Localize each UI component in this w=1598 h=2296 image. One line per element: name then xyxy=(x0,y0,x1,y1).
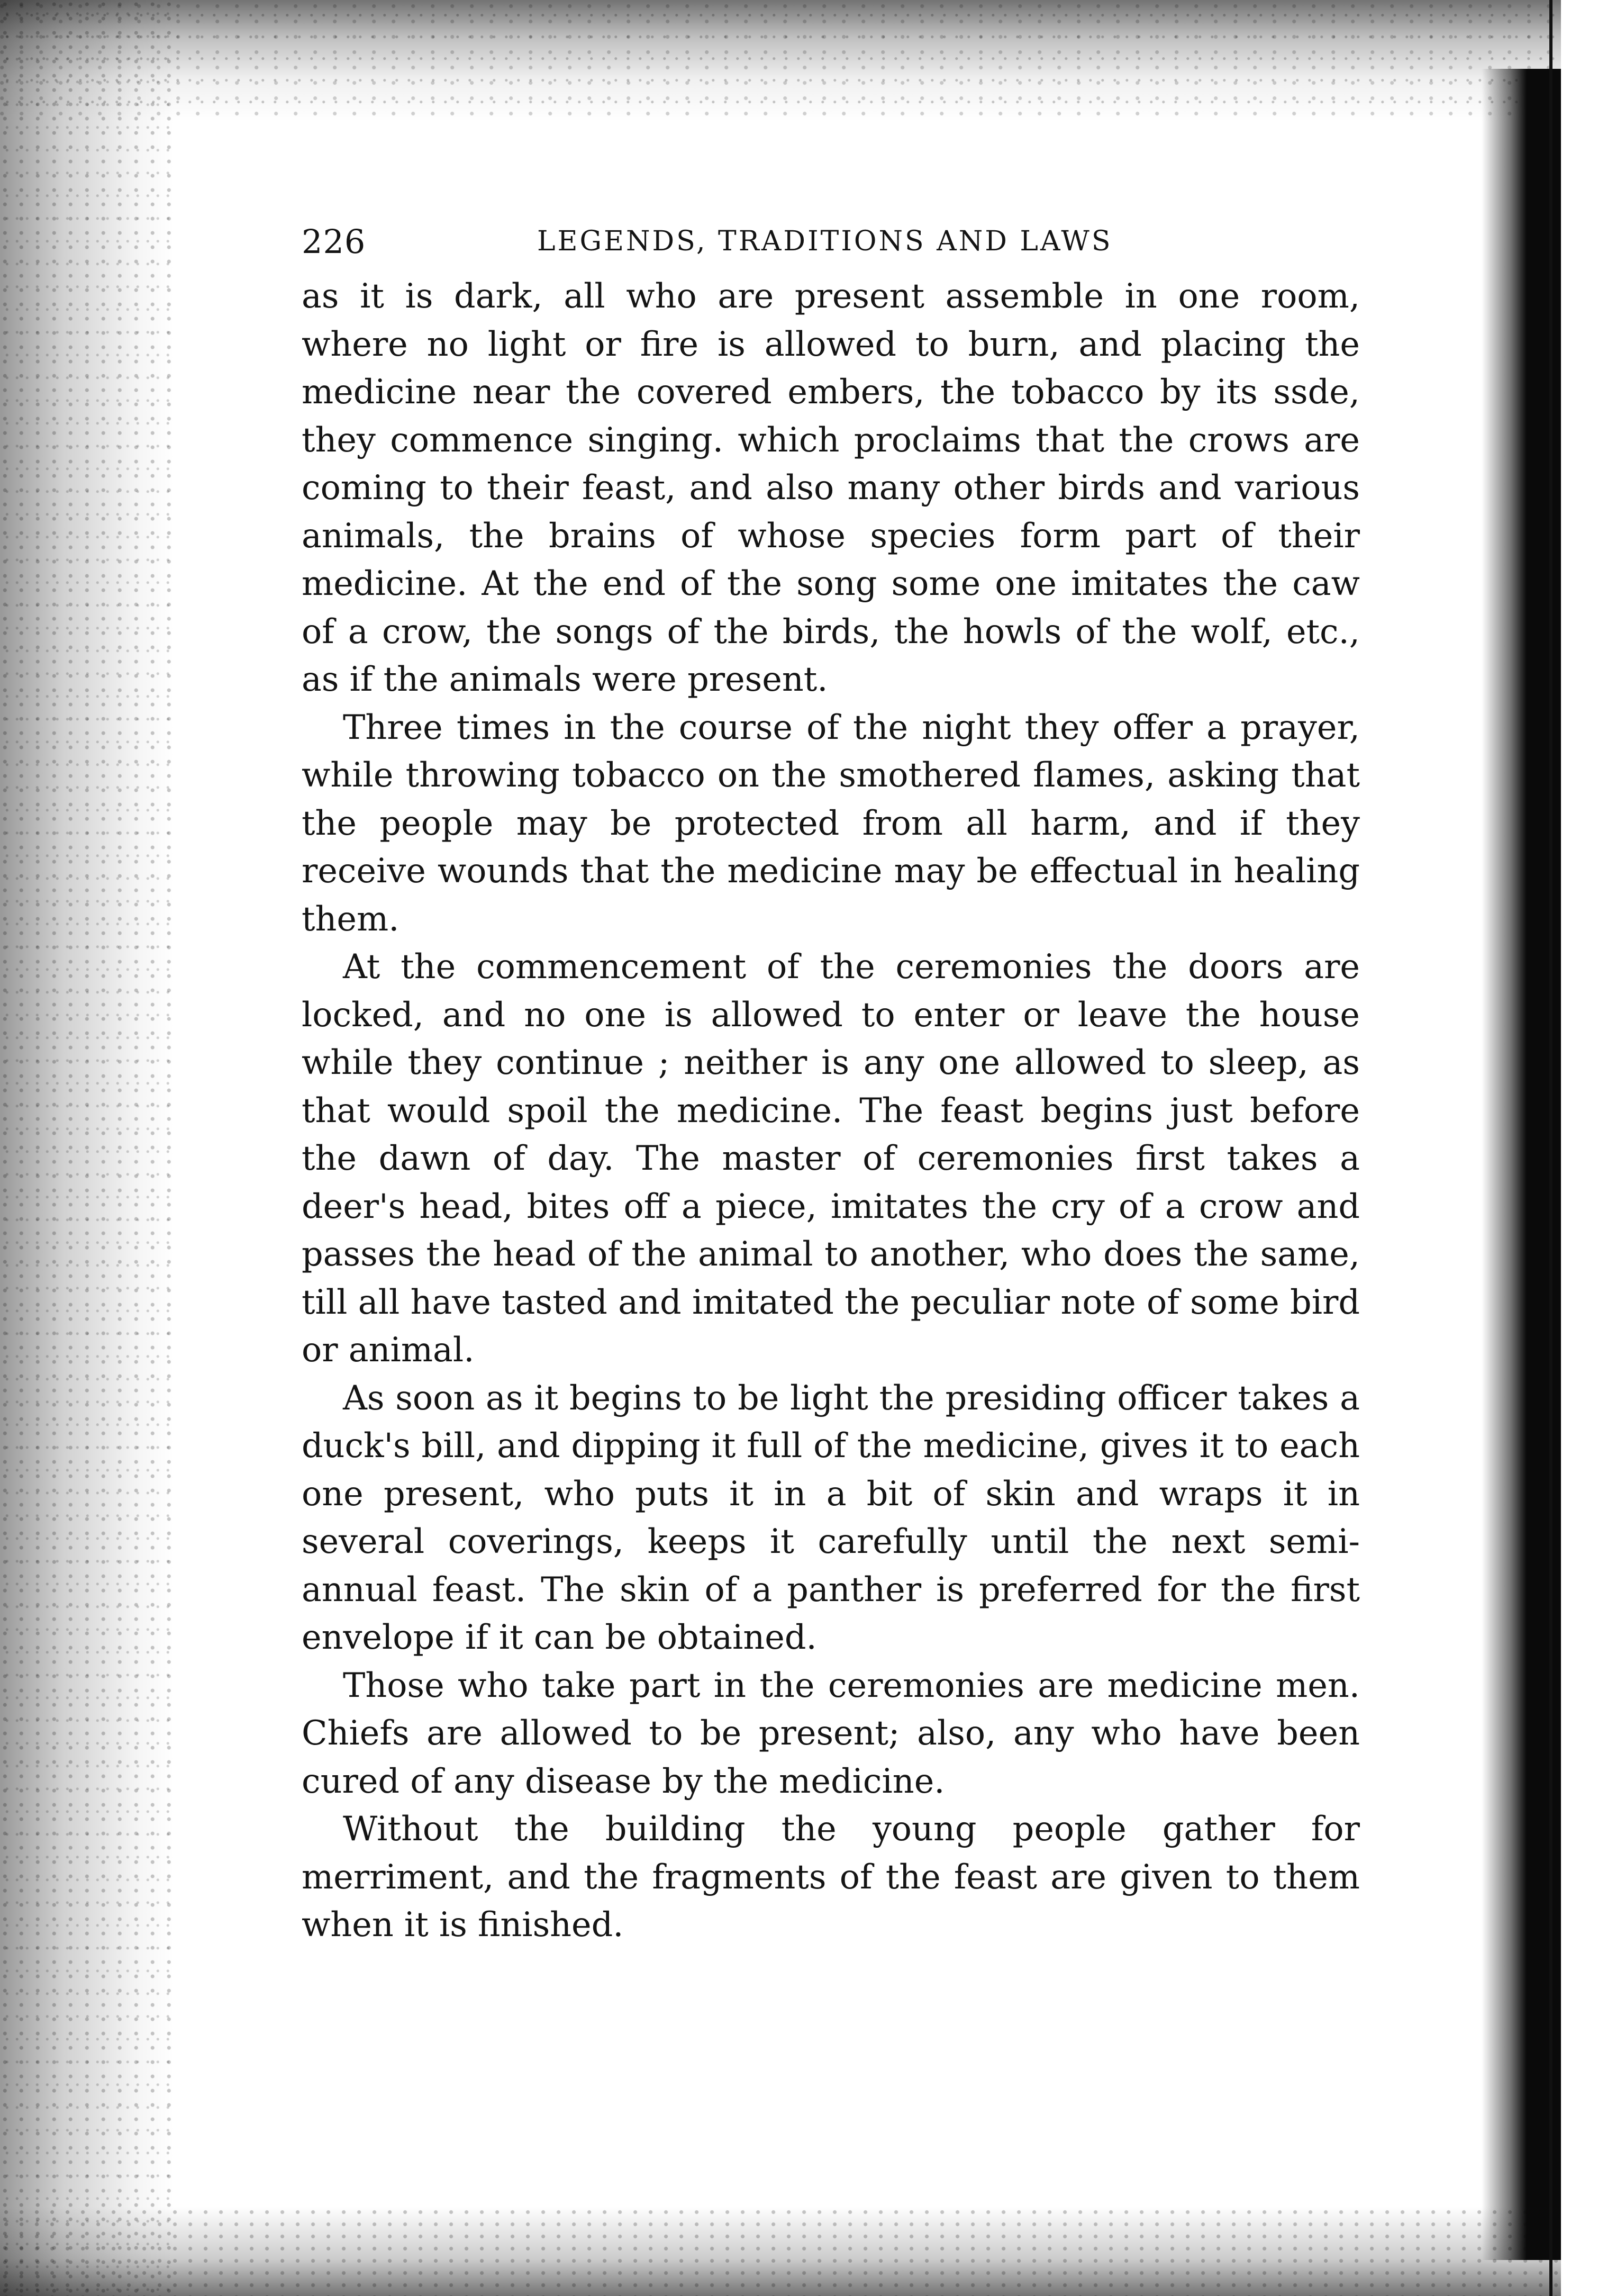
running-title: LEGENDS, TRADITIONS AND LAWS xyxy=(537,225,1113,257)
scan-left-edge xyxy=(0,0,175,2296)
scan-binding-line xyxy=(1549,0,1552,2296)
paragraph: Those who take part in the ceremonies are medicine men. Chiefs are allowed to be present; also, any who have been cured of any disease by the medicine. xyxy=(302,1665,1360,1801)
paragraph: At the commencement of the ceremonies the doors are locked, and no one is allowed to enter or leave the house while they continue ; neither is any one allowed to sleep, as that would spoil the medicine. The feast begins just before the dawn of day. The master of ceremonies first takes a deer's head, bites off a piece, imitates the cry of a crow and passes the head of the animal to another, who does the same, till all have tasted and imitated the peculiar note of some bird or animal. xyxy=(302,947,1360,1369)
running-head xyxy=(302,222,1360,270)
scan-top-edge xyxy=(0,0,1598,122)
scan-bottom-edge xyxy=(0,2206,1598,2296)
paragraph: Three times in the course of the night they offer a prayer, while throwing tobacco on the smothered flames, asking that the people may be protected from all harm, and if they receive wounds that the medicine may be effectual in healing them. xyxy=(302,707,1360,938)
scan-right-margin xyxy=(1561,0,1598,2296)
book-page xyxy=(302,222,1360,1949)
page-number: 226 xyxy=(302,222,366,261)
body-text xyxy=(302,272,1360,1949)
paragraph-continued: as it is dark, all who are present assemble in one room, where no light or fire is allowed to burn, and placing the medicine near the covered embers, the tobacco by its ssde, they commence singing. which proclaims that the crows are coming to their feast, and also many other birds and various animals, the brains of whose species form part of their medicine. At the end of the song some one imitates the caw of a crow, the songs of the birds, the howls of the wolf, etc., as if the animals were present. xyxy=(302,276,1360,699)
paragraph: As soon as it begins to be light the presiding officer takes a duck's bill, and dipping it full of the medicine, gives it to each one present, who puts it in a bit of skin and wraps it in several coverings, keeps it carefully until the next semi-annual feast. The skin of a panther is preferred for the first envelope if it can be obtained. xyxy=(302,1378,1360,1657)
paragraph: Without the building the young people gather for merriment, and the fragments of the feast are given to them when it is finished. xyxy=(302,1809,1360,1944)
